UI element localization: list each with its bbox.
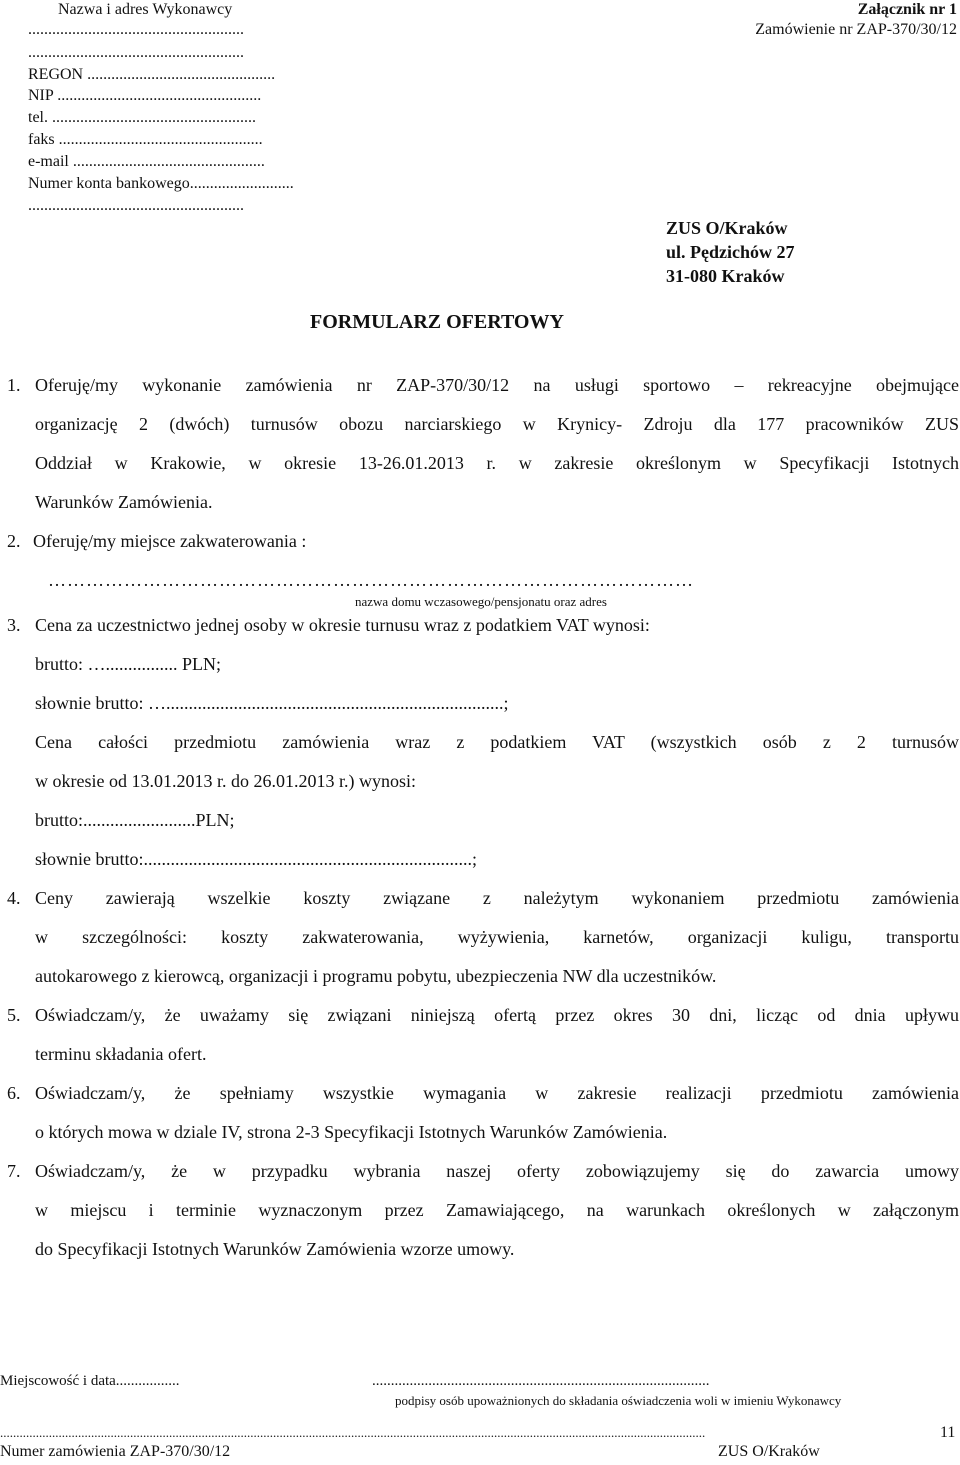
item-6-line-1: Oświadczam/y, że spełniamy wszystkie wymagania w zakresie realizacji przedmiotu zamówienia	[35, 1083, 959, 1103]
contractor-line-1: ......................................................	[28, 21, 244, 38]
tel-line: tel. ...................................................	[28, 109, 256, 126]
item-7-number: 7.	[7, 1161, 21, 1181]
page-number: 11	[940, 1424, 956, 1441]
recipient-street: ul. Pędzichów 27	[666, 242, 795, 262]
item-3-number: 3.	[7, 615, 21, 635]
item-6-line-2: o których mowa w dziale IV, strona 2-3 Specyfikacji Istotnych Warunków Zamówienia.	[35, 1122, 668, 1142]
item-4-line-1: Ceny zawierają wszelkie koszty związane z należytym wykonaniem przedmiotu zamówienia	[35, 888, 959, 908]
price-per-person-text: Cena za uczestnictwo jednej osoby w okresie turnusu wraz z podatkiem VAT wynosi:	[35, 615, 650, 635]
item-1-line-3: Oddział w Krakowie, w okresie 13-26.01.2013 r. w zakresie określonym w Specyfikacji Istotnych	[35, 453, 959, 473]
form-title: FORMULARZ OFERTOWY	[310, 311, 564, 333]
place-and-date: Miejscowość i data.................	[0, 1373, 180, 1389]
item-6-number: 6.	[7, 1083, 21, 1103]
recipient-name: ZUS O/Kraków	[666, 218, 788, 238]
item-1-line-2: organizację 2 (dwóch) turnusów obozu narciarskiego w Krynicy- Zdroju dla 177 pracowników ZUS	[35, 414, 959, 434]
gross-price-words: słownie brutto: …...........................................................................;	[35, 693, 509, 713]
total-price-text-1: Cena całości przedmiotu zamówienia wraz z podatkiem VAT (wszystkich osób z 2 turnusów	[35, 732, 959, 752]
total-price-text-2: w okresie od 13.01.2013 r. do 26.01.2013 r.) wynosi:	[35, 771, 416, 791]
footer-office: ZUS O/Kraków	[718, 1443, 820, 1460]
nip-line: NIP ...................................................	[28, 87, 262, 104]
bank-account-line: Numer konta bankowego..........................	[28, 175, 294, 192]
regon-line: REGON ...............................................	[28, 66, 276, 83]
accommodation-dots: …………………………………………………………………………………………	[48, 570, 694, 590]
item-7-line-1: Oświadczam/y, że w przypadku wybrania naszej oferty zobowiązujemy się do zawarcia umowy	[35, 1161, 959, 1181]
item-1-line-1: Oferuję/my wykonanie zamówienia nr ZAP-370/30/12 na usługi sportowo – rekreacyjne obejmujące	[35, 375, 959, 395]
item-4-line-2: w szczególności: koszty zakwaterowania, wyżywienia, karnetów, organizacji kuligu, transportu	[35, 927, 959, 947]
accommodation-caption: nazwa domu wczasowego/pensjonatu oraz adres	[355, 594, 607, 609]
item-4-number: 4.	[7, 888, 21, 908]
footer-order-number: Numer zamówienia ZAP-370/30/12	[0, 1443, 231, 1460]
recipient-city: 31-080 Kraków	[666, 266, 785, 286]
attachment-label: Załącznik nr 1	[857, 1, 957, 18]
gross-total-words: słownie brutto:.........................................................................;	[35, 849, 477, 869]
contractor-line-2: ......................................................	[28, 44, 244, 61]
gross-total-price: brutto:.........................PLN;	[35, 810, 235, 830]
email-line: e-mail ................................................	[28, 153, 265, 170]
item-1-number: 1.	[7, 375, 21, 395]
signature-caption: podpisy osób upoważnionych do składania oświadczenia woli w imieniu Wykonawcy	[395, 1393, 842, 1408]
item-1-line-4: Warunków Zamówienia.	[35, 492, 213, 512]
fax-line: faks ...................................................	[28, 131, 263, 148]
item-7-line-2: w miejscu i terminie wyznaczonym przez Zamawiającego, na warunkach określonych w załączonym	[35, 1200, 959, 1220]
item-5-line-2: terminu składania ofert.	[35, 1044, 207, 1064]
item-7-line-3: do Specyfikacji Istotnych Warunków Zamówienia wzorze umowy.	[35, 1239, 515, 1259]
item-5-number: 5.	[7, 1005, 21, 1025]
item-4-line-3: autokarowego z kierowcą, organizacji i programu pobytu, ubezpieczenia NW dla uczestników.	[35, 966, 717, 986]
item-2-number: 2.	[7, 531, 21, 551]
item-2-text: Oferuję/my miejsce zakwaterowania :	[33, 531, 307, 551]
item-5-line-1: Oświadczam/y, że uważamy się związani niniejszą ofertą przez okres 30 dni, licząc od dnia upływu	[35, 1005, 959, 1025]
contractor-title: Nazwa i adres Wykonawcy	[58, 1, 233, 18]
gross-price-per-person: brutto: …................ PLN;	[35, 654, 222, 674]
footer-rule: .........................................................................................................................................................................................................................	[0, 1426, 706, 1440]
contractor-line-last: ......................................................	[28, 197, 244, 214]
signature-dots: ..........................................................................................	[372, 1373, 710, 1389]
order-number: Zamówienie nr ZAP-370/30/12	[755, 21, 957, 38]
